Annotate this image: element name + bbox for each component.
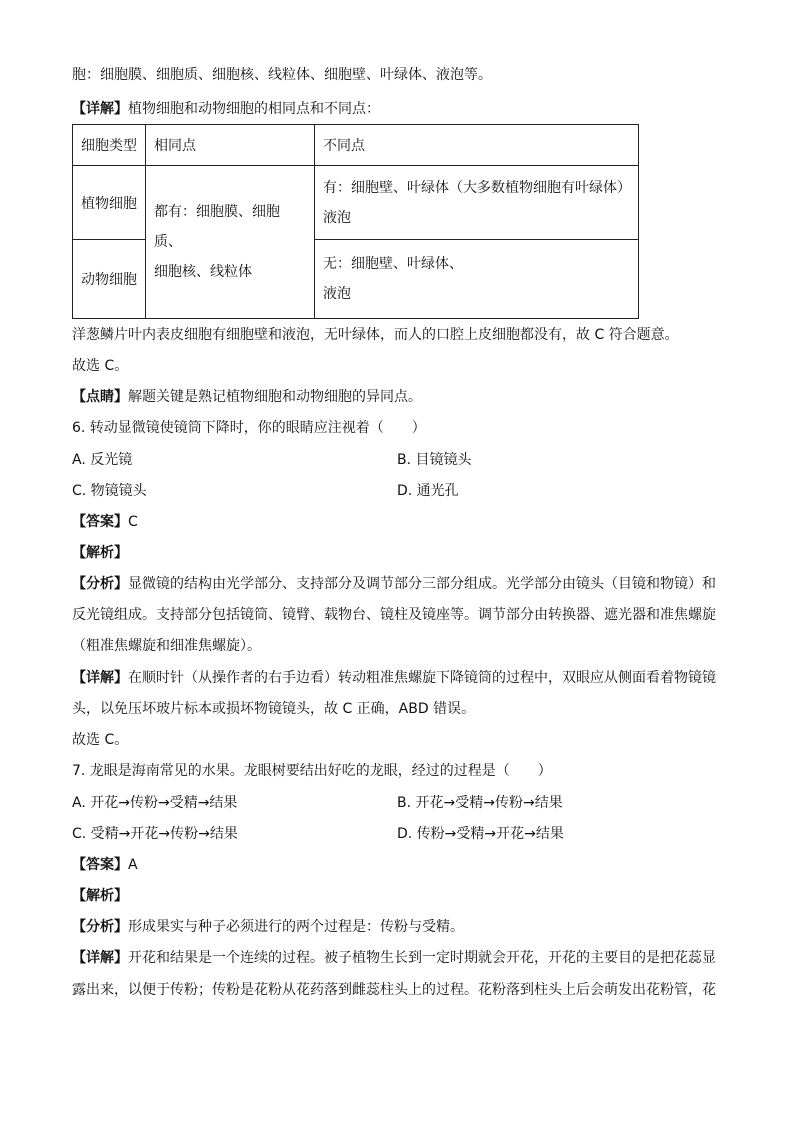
plant-diff-line-2: 液泡	[323, 209, 351, 226]
header-cell-type: 细胞类型	[73, 125, 146, 166]
q7-fenxi	[72, 918, 464, 936]
point-text: 解题关键是熟记植物细胞和动物细胞的异同点。	[128, 389, 422, 405]
intro-line: 胞：细胞膜、细胞质、细胞核、线粒体、细胞壁、叶绿体、液泡等。	[72, 67, 492, 83]
q7-option-c: C. 受精→开花→传粉→结果	[72, 826, 238, 842]
q6-answer-tag: 【答案】	[72, 514, 128, 530]
plant-diff-line-1: 有：细胞壁、叶绿体（大多数植物细胞有叶绿体）	[323, 179, 631, 196]
q7-fenxi-text: 形成果实与种子必须进行的两个过程是：传粉与受精。	[128, 919, 464, 935]
q6-stem: 6. 转动显微镜使镜筒下降时，你的眼睛应注视着（ ）	[72, 420, 426, 436]
q7-option-b: B. 开花→受精→传粉→结果	[397, 795, 563, 811]
q7-option-row-2	[72, 825, 238, 843]
common-line-2: 细胞核、线粒体	[154, 264, 252, 280]
q7-option-a: A. 开花→传粉→受精→结果	[72, 795, 238, 811]
q6-detail-line-2: 头，以免压坏玻片标本或损坏物镜镜头，故 C 正确，ABD 错误。	[72, 701, 476, 717]
detail-paragraph	[72, 100, 380, 118]
q6-analysis-tag: 【解析】	[72, 545, 128, 561]
q6-detail-tag: 【详解】	[72, 670, 128, 686]
q7-analysis-tag: 【解析】	[72, 888, 128, 904]
q6-answer-value: C	[128, 514, 138, 530]
q6-fenxi-line-2: 反光镜组成。支持部分包括镜筒、镜臂、载物台、镜柱及镜座等。调节部分由转换器、遮光器和准焦螺旋	[72, 607, 716, 623]
q6-fenxi-text-1: 显微镜的结构由光学部分、支持部分及调节部分三部分组成。光学部分由镜头（目镜和物镜）和	[128, 576, 716, 592]
q6-fenxi-line-3: （粗准焦螺旋和细准焦螺旋）。	[72, 638, 261, 654]
q6-detail-text-1: 在顺时针（从操作者的右手边看）转动粗准焦螺旋下降镜筒的过程中，双眼应从侧面看着物镜镜	[128, 670, 716, 686]
q6-choose: 故选 C。	[72, 732, 129, 748]
q6-option-b: B. 目镜镜头	[397, 452, 472, 468]
plant-difference-cell	[315, 166, 639, 240]
choose-line-1: 故选 C。	[72, 358, 129, 374]
q7-detail-text-1: 开花和结果是一个连续的过程。被子植物生长到一定时期就会开花，开花的主要目的是把花蕊显	[128, 950, 716, 966]
table-row-plant	[73, 166, 639, 240]
animal-difference-cell	[315, 240, 639, 319]
q6-option-d: D. 通光孔	[397, 483, 459, 499]
q6-fenxi-tag: 【分析】	[72, 576, 128, 592]
q7-stem: 7. 龙眼是海南常见的水果。龙眼树要结出好吃的龙眼，经过的过程是（ ）	[72, 763, 552, 779]
animal-diff-line-2: 液泡	[323, 286, 351, 302]
detail-tag: 【详解】	[72, 101, 128, 117]
q7-option-d: D. 传粉→受精→开花→结果	[397, 826, 564, 842]
header-common: 相同点	[146, 125, 315, 166]
detail-text: 植物细胞和动物细胞的相同点和不同点：	[128, 101, 380, 117]
q7-answer	[72, 856, 138, 874]
q7-option-row-1	[72, 794, 237, 812]
q6-option-row-1	[72, 451, 132, 469]
q6-option-a: A. 反光镜	[72, 452, 133, 468]
q6-answer	[72, 513, 138, 531]
q6-fenxi-line-1	[72, 575, 716, 593]
q6-detail-line-1	[72, 669, 716, 687]
q7-fenxi-tag: 【分析】	[72, 919, 128, 935]
animal-diff-line-1: 无：细胞壁、叶绿体、	[323, 256, 463, 272]
point-tag: 【点睛】	[72, 389, 128, 405]
q7-answer-value: A	[128, 857, 138, 873]
header-difference: 不同点	[315, 125, 639, 166]
after-table-text: 洋葱鳞片叶内表皮细胞有细胞壁和液泡，无叶绿体，而人的口腔上皮细胞都没有，故 C 符合题意。	[72, 327, 679, 343]
common-line-1: 都有：细胞膜、细胞质、	[154, 204, 280, 250]
q7-detail-tag: 【详解】	[72, 950, 128, 966]
point-paragraph	[72, 388, 422, 406]
q7-answer-tag: 【答案】	[72, 857, 128, 873]
table-header-row	[73, 125, 639, 166]
cell-comparison-table	[72, 124, 639, 319]
cell-type-plant: 植物细胞	[73, 166, 146, 240]
cell-type-animal: 动物细胞	[73, 240, 146, 319]
q6-option-row-2	[72, 482, 147, 500]
q7-detail-line-2: 露出来，以便于传粉；传粉是花粉从花药落到雌蕊柱头上的过程。花粉落到柱头上后会萌发出花粉管，花	[72, 982, 716, 998]
q6-option-c: C. 物镜镜头	[72, 483, 147, 499]
common-points-cell	[146, 166, 315, 319]
q7-detail-line-1	[72, 949, 716, 967]
